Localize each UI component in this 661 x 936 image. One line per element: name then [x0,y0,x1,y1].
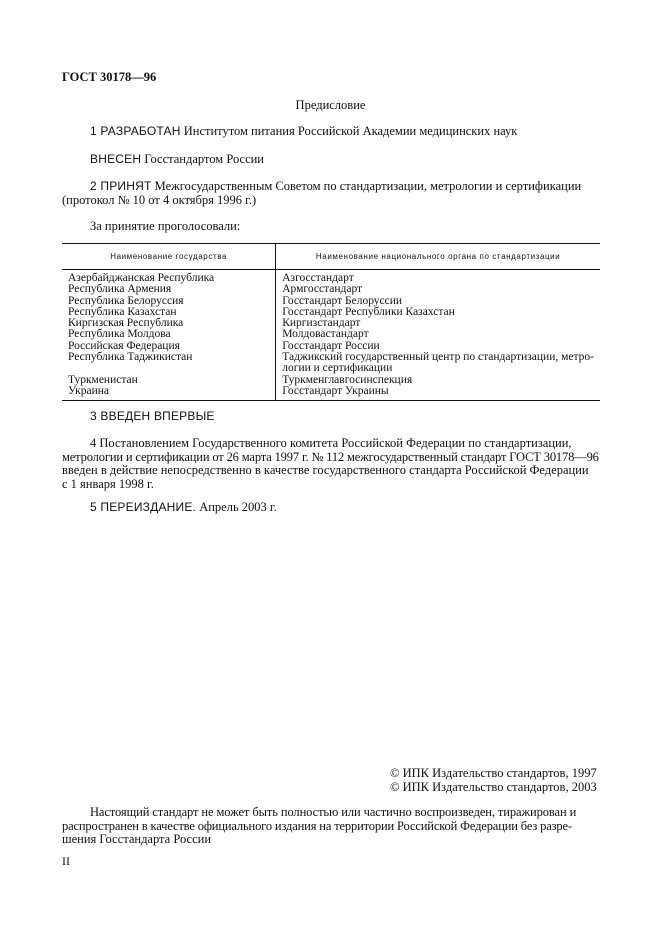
item-5 [62,501,600,515]
item-1 [62,125,600,139]
notice-line3: шения Госстандарта России [62,832,212,846]
item-4-line1: 4 Постановлением Государственного комитета Российской Федерации по стандартизации, [90,436,572,450]
item-4 [62,437,600,491]
item-2-text: Межгосударственным Советом по стандартизации, метрологии и сертификации [154,179,582,193]
state-cell: Республика Казахстан [68,305,177,318]
state-cell: Республика Таджикистан [68,351,193,364]
bodies-column [276,270,600,401]
item-5-text: Апрель 2003 г. [199,500,277,514]
body-cell: Армгосстандарт [282,283,363,296]
state-cell: Российская Федерация [68,339,180,352]
item-1-lead: 1 РАЗРАБОТАН [90,124,181,138]
item-4-line3: введен в действие непосредственно в качестве государственного стандарта Российской Федерации [62,463,589,477]
item-1-text: Институтом питания Российской Академии медицинских наук [183,124,518,138]
state-cell: Киргизская Республика [68,317,184,330]
table-header-row [62,244,600,270]
body-cell: Молдовастандарт [282,328,369,341]
state-cell: Азербайджанская Республика [68,272,215,284]
item-4-line2: метрологии и сертификации от 26 марта 1997 г. № 112 межгосударственный стандарт ГОСТ 30178—96 [62,449,599,464]
item-4-line4: с 1 января 1998 г. [62,476,154,491]
table-header-body: Наименование национального органа по стандартизации [276,244,600,270]
state-cell: Украина [68,384,109,397]
body-cell: Госстандарт Республики Казахстан [282,305,455,318]
state-cell: Туркменистан [68,373,138,386]
state-cell [68,363,269,374]
body-cell: Таджикский государственный центр по стандартизации, метро- [282,351,594,364]
states-column [62,270,276,401]
state-cell: Республика Армения [68,283,172,296]
page-number: II [62,854,70,868]
notice-line2: распространен в качестве официального издания на территории Российской Федерации без разре- [62,818,572,833]
body-cell: Туркменглавгосинспекция [282,373,413,386]
item-2-lead: 2 ПРИНЯТ [90,179,152,193]
doc-code: ГОСТ 30178—96 [62,70,157,84]
item-2-line1 [62,180,600,194]
body-cell: Азгосстандарт [282,272,354,284]
item-2 [62,180,600,207]
state-cell: Республика Белоруссия [68,294,184,307]
table-header-state: Наименование государства [62,244,276,270]
copyright-line: © ИПК Издательство стандартов, 2003 [390,780,597,794]
body-cell: логии и сертификации [282,362,393,375]
introduced-lead: ВНЕСЕН [90,152,142,166]
reproduction-notice [62,806,600,847]
state-cell: Республика Молдова [68,328,171,341]
introduced-by [62,153,600,167]
item-5-lead: 5 ПЕРЕИЗДАНИЕ. [90,500,197,514]
voting-table [62,243,600,401]
body-cell: Госстандарт Белоруссии [282,294,403,307]
body-cell: Киргизстандарт [282,317,361,330]
notice-line1: Настоящий стандарт не может быть полностью или частично воспроизведен, тиражирован и [90,805,577,819]
copyright-block [390,766,597,794]
copyright-line: © ИПК Издательство стандартов, 1997 [390,766,597,780]
voted-label: За принятие проголосовали: [90,219,241,233]
item-2-line2: (протокол № 10 от 4 октября 1996 г.) [62,192,257,207]
introduced-text: Госстандартом России [144,152,264,166]
item-3: 3 ВВЕДЕН ВПЕРВЫЕ [90,409,215,423]
table-body-row [62,270,600,401]
body-cell: Госстандарт России [282,339,380,352]
preface-title: Предисловие [295,98,366,112]
body-cell: Госстандарт Украины [282,384,389,397]
